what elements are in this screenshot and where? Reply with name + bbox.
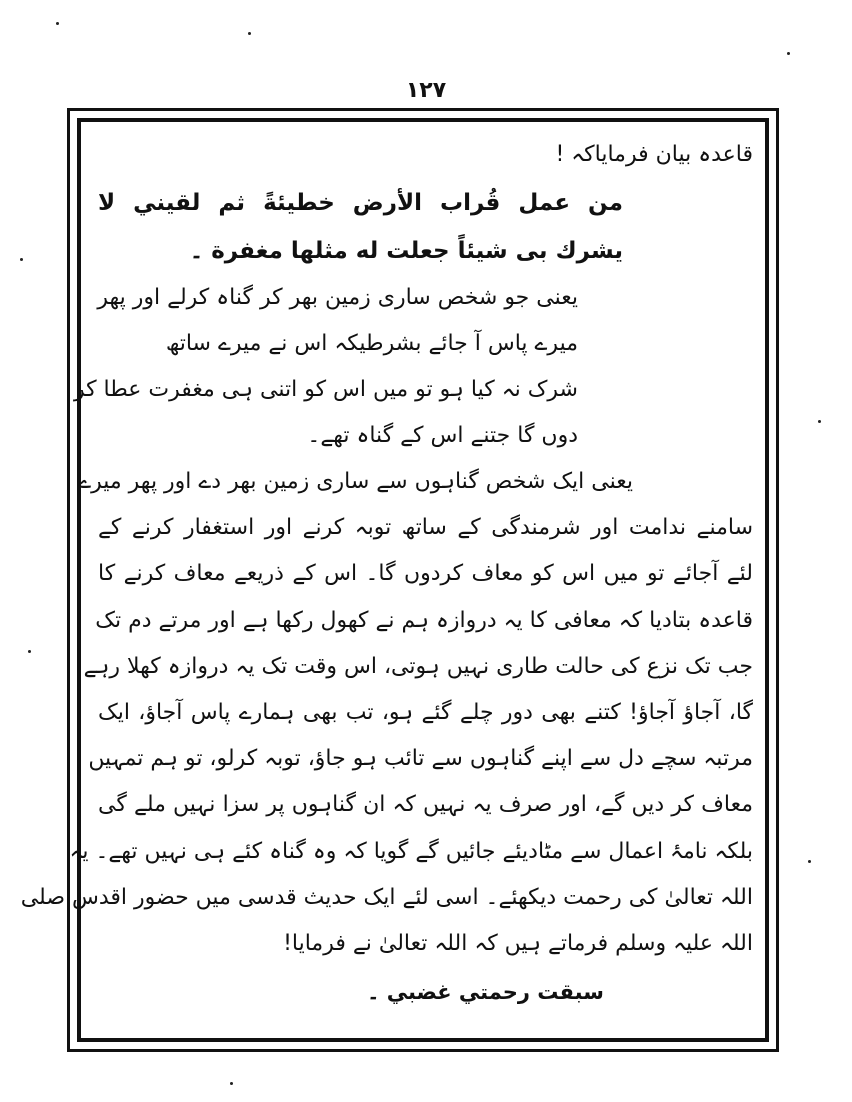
translation-line: یعنی جو شخص ساری زمین بھر کر گناہ کرلے اور پھر bbox=[97, 285, 578, 310]
paragraph-line: یعنی ایک شخص گناہوں سے ساری زمین بھر دے اور پھر میرے bbox=[78, 469, 633, 494]
translation-line: دوں گا جتنے اس کے گناہ تھے۔ bbox=[307, 423, 578, 448]
paragraph-line: قاعدہ بتادیا کہ معافی کا یہ دروازہ ہم نے کھول رکھا ہے اور مرتے دم تک bbox=[95, 607, 753, 633]
translation-line: شرک نہ کیا ہو تو میں اس کو اتنی ہی مغفرت عطا کر bbox=[73, 377, 578, 402]
scan-speck bbox=[56, 22, 59, 25]
paragraph-line: لئے آجائے تو میں اس کو معاف کردوں گا۔ اس کے ذریعے معاف کرنے کا bbox=[98, 561, 753, 587]
paragraph-line: بلکہ نامۂ اعمال سے مٹادیئے جائیں گے گویا کہ وہ گناہ کئے ہی نہیں تھے۔ یہ bbox=[69, 838, 753, 864]
paragraph-line: مرتبہ سچے دل سے اپنے گناہوں سے تائب ہو جاؤ، توبہ کرلو، تو ہم تمہیں bbox=[88, 746, 753, 772]
page-number: ۱۲۷ bbox=[405, 78, 447, 103]
paragraph-line: اللہ علیہ وسلم فرماتے ہیں کہ اللہ تعالیٰ نے فرمایا! bbox=[283, 930, 753, 956]
scan-speck bbox=[808, 860, 811, 863]
page-frame-inner bbox=[20, 118, 769, 1042]
arabic-hadith-line: يشرك بى شيئاً جعلت له مثلها مغفرة ۔ bbox=[189, 238, 623, 264]
page-frame bbox=[20, 108, 779, 1052]
paragraph-line: گا، آجاؤ آجاؤ! کتنے بھی دور چلے گئے ہو، تب بھی ہمارے پاس آجاؤ، ایک bbox=[98, 699, 753, 725]
paragraph-line: جب تک نزع کی حالت طاری نہیں ہوتی، اس وقت تک یہ دروازہ کھلا رہے bbox=[83, 653, 753, 679]
translation-line: میرے پاس آ جائے بشرطیکہ اس نے میرے ساتھ bbox=[165, 331, 578, 356]
scan-speck bbox=[248, 32, 251, 35]
scan-speck bbox=[28, 650, 31, 653]
page-content bbox=[20, 137, 753, 1028]
scan-speck bbox=[818, 420, 821, 423]
closing-hadith: سبقت رحمتي غضبي ۔ bbox=[367, 980, 604, 1005]
scan-speck bbox=[230, 1082, 233, 1085]
paragraph-line: معاف کر دیں گے، اور صرف یہ نہیں کہ ان گناہوں پر سزا نہیں ملے گی bbox=[98, 792, 753, 818]
intro-line: قاعدہ بیان فرمایاکہ ! bbox=[555, 142, 753, 167]
arabic-hadith-line: من عمل قُراب الأرض خطيئةً ثم لقيني لا bbox=[98, 190, 623, 216]
scan-speck bbox=[20, 258, 23, 261]
scan-speck bbox=[787, 52, 790, 55]
paragraph-line: سامنے ندامت اور شرمندگی کے ساتھ توبہ کرنے اور استغفار کرنے کے bbox=[98, 515, 753, 541]
paragraph-line: اللہ تعالیٰ کی رحمت دیکھئے۔ اسی لئے ایک حدیث قدسی میں حضور اقدس صلی bbox=[20, 884, 753, 910]
